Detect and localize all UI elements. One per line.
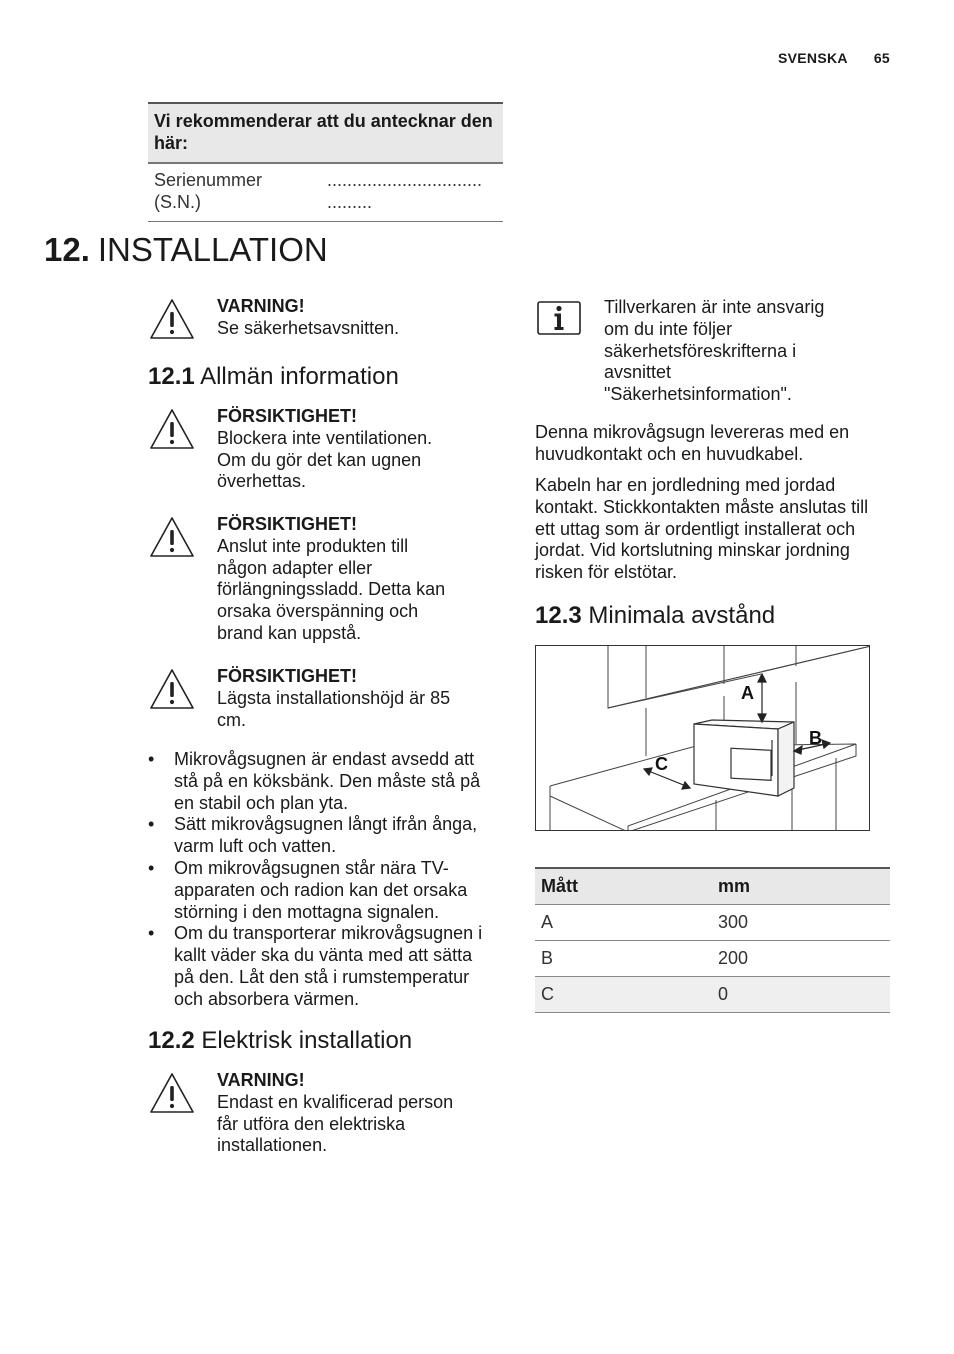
caution-line: Blockera inte ventilationen.: [217, 427, 433, 448]
caution-line: cm.: [217, 709, 246, 730]
list-item-line: en stabil och plan yta.: [174, 792, 349, 813]
warning-text: Se säkerhetsavsnitten.: [217, 317, 400, 338]
paragraph-line: kontakt. Stickkontakten måste anslutas till: [535, 496, 869, 517]
caution-line: Lägsta installationshöjd är 85: [217, 687, 451, 708]
installation-bullet-list: [148, 749, 508, 1011]
caution-title: FÖRSIKTIGHET!: [217, 514, 357, 534]
info-note: [535, 297, 824, 406]
caution-note: [148, 666, 450, 731]
paragraph-line: ett uttag som är ordentligt installerat och: [535, 518, 856, 539]
warning-triangle-icon: [148, 514, 196, 562]
warning-line: får utföra den elektriska: [217, 1113, 406, 1134]
section-title: Minimala avstånd: [588, 602, 776, 629]
header-language: SVENSKA: [778, 50, 848, 66]
column-header: mm: [712, 868, 890, 905]
table-row: [535, 977, 890, 1013]
paragraph-line: huvudkontakt och en huvudkabel.: [535, 443, 804, 464]
section-number: 12.3: [535, 602, 582, 629]
section-heading-12-2: [148, 1026, 412, 1056]
table-header-row: [535, 868, 890, 905]
caution-title: FÖRSIKTIGHET!: [217, 666, 357, 686]
list-item: [148, 814, 508, 858]
table-cell: 300: [712, 905, 890, 941]
label-a: A: [741, 683, 754, 703]
caution-line: Anslut inte produkten till: [217, 535, 409, 556]
warning-line: Endast en kvalificerad person: [217, 1091, 454, 1112]
chapter-number: 12.: [44, 231, 90, 268]
column-header: Mått: [535, 868, 712, 905]
list-item-line: • Mikrovågsugnen är endast avsedd att: [174, 749, 475, 769]
paragraph-line: jordat. Vid kortslutning minskar jordning: [535, 540, 850, 561]
list-item-line: störning i den mottagna signalen.: [174, 901, 440, 922]
caution-line: brand kan uppstå.: [217, 622, 362, 643]
list-item-line: stå på en köksbänk. Den måste stå på: [174, 770, 481, 791]
serial-label: [154, 169, 327, 213]
list-item: [148, 858, 508, 923]
list-item-line: • Om mikrovågsugnen står nära TV-: [174, 857, 449, 878]
section-heading-12-3: [535, 601, 775, 631]
caution-note: [148, 514, 445, 645]
info-line: säkerhetsföreskrifterna i: [604, 340, 797, 361]
section-number: 12.1: [148, 363, 195, 390]
warning-title: VARNING!: [217, 296, 305, 316]
paragraph-line: Denna mikrovågsugn levereras med en: [535, 422, 850, 442]
list-item-line: och absorbera värmen.: [174, 988, 360, 1009]
record-table-row: [148, 164, 503, 221]
label-b: B: [809, 728, 822, 748]
warning-triangle-icon: [148, 296, 196, 344]
dimensions-table: [535, 867, 890, 1013]
table-cell: A: [535, 905, 712, 941]
caution-line: överhettas.: [217, 471, 307, 492]
info-line: "Säkerhetsinformation".: [604, 384, 792, 405]
table-cell: 0: [712, 977, 890, 1013]
caution-line: orsaka överspänning och: [217, 601, 419, 622]
table-cell: B: [535, 941, 712, 977]
warning-triangle-icon: [148, 1070, 196, 1118]
paragraph: [535, 475, 868, 584]
info-line: om du inte följer: [604, 318, 733, 339]
serial-value-line: ...............................: [327, 170, 483, 190]
warning-note: [148, 1070, 453, 1157]
caution-line: Om du gör det kan ugnen: [217, 449, 422, 470]
section-title: Elektrisk installation: [201, 1027, 413, 1054]
chapter-name: INSTALLATION: [97, 231, 328, 268]
caution-title: FÖRSIKTIGHET!: [217, 406, 357, 426]
info-icon: [535, 297, 583, 345]
label-c: C: [655, 754, 668, 774]
serial-label-line: (S.N.): [154, 192, 201, 212]
table-cell: 200: [712, 941, 890, 977]
section-number: 12.2: [148, 1027, 195, 1054]
list-item: [148, 749, 508, 814]
page-number: 65: [873, 50, 890, 66]
info-line: avsnittet: [604, 362, 672, 383]
list-item-line: varm luft och vatten.: [174, 836, 337, 857]
table-row: [535, 941, 890, 977]
paragraph-line: Kabeln har en jordledning med jordad: [535, 475, 836, 495]
record-table-heading: Vi rekommenderar att du antecknar den här:: [148, 104, 503, 164]
section-title: Allmän information: [200, 363, 399, 390]
info-line: Tillverkaren är inte ansvarig: [604, 297, 825, 317]
list-item-line: apparaten och radion kan det orsaka: [174, 879, 468, 900]
list-item-line: • Om du transporterar mikrovågsugnen i: [174, 923, 483, 944]
serial-record-table: [148, 102, 503, 222]
serial-label-line: Serienummer: [154, 170, 263, 190]
list-item-line: • Sätt mikrovågsugnen långt ifrån ånga,: [174, 814, 478, 835]
page-header: [778, 50, 890, 66]
list-item-line: kallt väder ska du vänta med att sätta: [174, 945, 473, 966]
warning-note: [148, 296, 399, 344]
list-item: [148, 923, 508, 1010]
caution-note: [148, 406, 432, 493]
paragraph: [535, 422, 849, 466]
table-row: [535, 905, 890, 941]
warning-line: installationen.: [217, 1135, 328, 1156]
microwave-installation-illustration: [536, 646, 870, 831]
table-cell: C: [535, 977, 712, 1013]
section-heading-12-1: [148, 362, 399, 392]
paragraph-line: risken för elstötar.: [535, 562, 678, 583]
warning-triangle-icon: [148, 406, 196, 454]
serial-value: [327, 169, 497, 213]
serial-value-line: .........: [327, 192, 373, 212]
chapter-title: [44, 228, 328, 272]
warning-title: VARNING!: [217, 1070, 305, 1090]
caution-line: förlängningssladd. Detta kan: [217, 579, 446, 600]
caution-line: någon adapter eller: [217, 557, 373, 578]
clearance-diagram: [535, 645, 870, 831]
warning-triangle-icon: [148, 666, 196, 714]
list-item-line: på den. Låt den stå i rumstemperatur: [174, 966, 470, 987]
